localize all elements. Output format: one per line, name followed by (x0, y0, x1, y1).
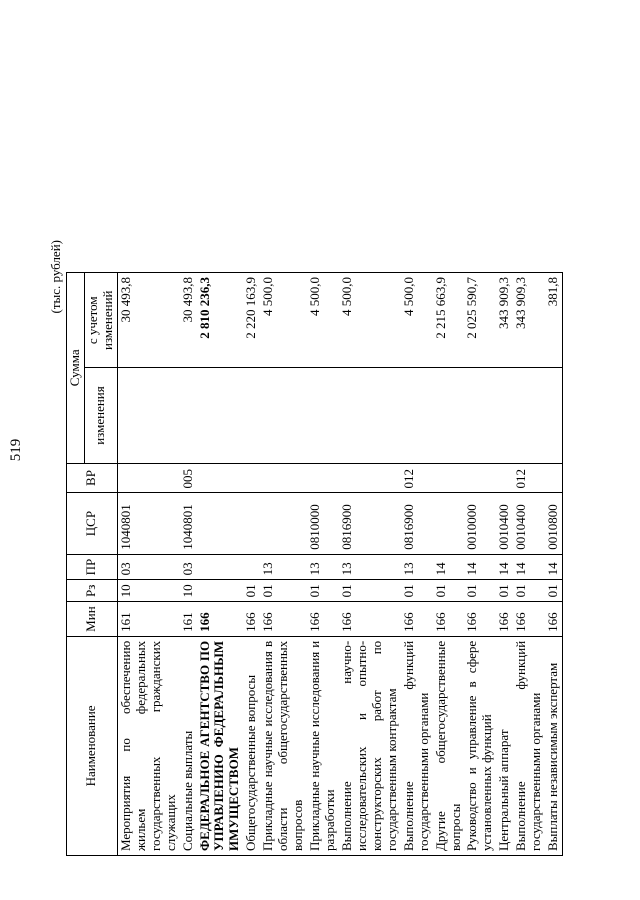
header-csr: ЦСР (67, 493, 118, 554)
row-changes (117, 368, 179, 463)
row-with-changes: 4 500,0 (339, 273, 401, 368)
budget-table (66, 272, 563, 856)
row-vr (339, 463, 401, 493)
table-row (339, 273, 401, 856)
row-vr (545, 463, 562, 493)
row-with-changes: 343 909,3 (513, 273, 545, 368)
row-min: 166 (464, 602, 496, 636)
row-changes (464, 368, 496, 463)
row-with-changes: 2 220 163,9 (243, 273, 260, 368)
row-min: 166 (339, 602, 401, 636)
row-pr: 13 (401, 554, 433, 580)
row-min: 166 (401, 602, 433, 636)
row-vr (197, 463, 244, 493)
table-row (433, 273, 465, 856)
row-changes (545, 368, 562, 463)
table-row (260, 273, 307, 856)
row-with-changes: 343 909,3 (496, 273, 513, 368)
row-name: Прикладные научные исследования и разработки (307, 636, 339, 855)
row-min: 166 (197, 602, 244, 636)
header-changes: изменения (84, 368, 117, 463)
row-csr: 0816900 (401, 493, 433, 554)
row-csr: 1040801 (180, 493, 197, 554)
header-pr: ПР (67, 554, 118, 580)
row-vr (243, 463, 260, 493)
table-header (67, 273, 118, 856)
row-csr: 1040801 (117, 493, 179, 554)
row-name: Другие общегосударственные вопросы (433, 636, 465, 855)
row-vr (260, 463, 307, 493)
row-min: 166 (433, 602, 465, 636)
row-with-changes: 4 500,0 (307, 273, 339, 368)
row-rz: 10 (180, 580, 197, 602)
row-rz: 01 (339, 580, 401, 602)
header-with-changes: с учетом изменений (84, 273, 117, 368)
row-min: 161 (117, 602, 179, 636)
header-rz: Рз (67, 580, 118, 602)
row-csr: 0816900 (339, 493, 401, 554)
row-changes (433, 368, 465, 463)
row-name: Выполнение функций государственными органами (401, 636, 433, 855)
row-pr: 14 (433, 554, 465, 580)
row-name: Мероприятия по обеспечению жильем федеральных государственных гражданских служащих (117, 636, 179, 855)
row-rz: 01 (433, 580, 465, 602)
row-pr: 03 (117, 554, 179, 580)
table-row (197, 273, 244, 856)
row-csr (197, 493, 244, 554)
row-name: Прикладные научные исследования в области общегосударственных вопросов (260, 636, 307, 855)
table-row (545, 273, 562, 856)
row-csr (243, 493, 260, 554)
row-vr: 005 (180, 463, 197, 493)
page-number: 519 (8, 438, 24, 462)
row-pr: 13 (307, 554, 339, 580)
row-with-changes: 2 025 590,7 (464, 273, 496, 368)
row-pr: 14 (464, 554, 496, 580)
table-row (401, 273, 433, 856)
row-changes (496, 368, 513, 463)
row-min: 166 (545, 602, 562, 636)
row-pr: 13 (339, 554, 401, 580)
header-sum: Сумма (67, 273, 85, 464)
row-vr (496, 463, 513, 493)
row-pr: 14 (496, 554, 513, 580)
row-with-changes: 4 500,0 (401, 273, 433, 368)
table-body (117, 273, 562, 856)
row-changes (260, 368, 307, 463)
table-row (513, 273, 545, 856)
header-vr: ВР (67, 463, 118, 493)
row-rz: 01 (545, 580, 562, 602)
row-pr: 14 (513, 554, 545, 580)
table-row (307, 273, 339, 856)
row-with-changes: 4 500,0 (260, 273, 307, 368)
row-pr (243, 554, 260, 580)
row-rz: 01 (496, 580, 513, 602)
row-csr: 0810000 (307, 493, 339, 554)
row-changes (401, 368, 433, 463)
row-name: Руководство и управление в сфере установленных функций (464, 636, 496, 855)
row-rz (197, 580, 244, 602)
row-min: 166 (513, 602, 545, 636)
row-rz: 01 (513, 580, 545, 602)
row-changes (197, 368, 244, 463)
row-rz: 01 (260, 580, 307, 602)
row-csr: 0010400 (513, 493, 545, 554)
row-with-changes: 381,8 (545, 273, 562, 368)
row-rz: 10 (117, 580, 179, 602)
row-csr: 0010400 (496, 493, 513, 554)
row-rz: 01 (401, 580, 433, 602)
header-min: Мин (67, 602, 118, 636)
table-row (496, 273, 513, 856)
row-pr: 14 (545, 554, 562, 580)
row-name: Общегосударственные вопросы (243, 636, 260, 855)
row-with-changes: 30 493,8 (117, 273, 179, 368)
row-min: 166 (307, 602, 339, 636)
row-with-changes: 2 810 236,3 (197, 273, 244, 368)
row-name: Социальные выплаты (180, 636, 197, 855)
row-min: 166 (243, 602, 260, 636)
row-min: 161 (180, 602, 197, 636)
row-min: 166 (496, 602, 513, 636)
row-csr: 0010800 (545, 493, 562, 554)
row-rz: 01 (464, 580, 496, 602)
row-changes (307, 368, 339, 463)
header-name: Наименование (67, 636, 118, 855)
row-name: Центральный аппарат (496, 636, 513, 855)
row-min: 166 (260, 602, 307, 636)
table-row (117, 273, 179, 856)
row-vr (433, 463, 465, 493)
row-csr (433, 493, 465, 554)
row-name: ФЕДЕРАЛЬНОЕ АГЕНТСТВО ПО УПРАВЛЕНИЮ ФЕДЕРАЛЬНЫМ ИМУЩЕСТВОМ (197, 636, 244, 855)
row-changes (243, 368, 260, 463)
row-changes (180, 368, 197, 463)
row-changes (339, 368, 401, 463)
row-with-changes: 2 215 663,9 (433, 273, 465, 368)
units-label: (тыс. рублей) (48, 240, 63, 314)
row-pr (197, 554, 244, 580)
row-vr (464, 463, 496, 493)
table-row (464, 273, 496, 856)
row-vr (117, 463, 179, 493)
row-name: Выплаты независимым экспертам (545, 636, 562, 855)
row-vr (307, 463, 339, 493)
row-name: Выполнение научно-исследовательских и опытно-конструкторских работ по государственным контрактам (339, 636, 401, 855)
row-csr: 0010000 (464, 493, 496, 554)
row-vr: 012 (401, 463, 433, 493)
row-pr: 13 (260, 554, 307, 580)
row-pr: 03 (180, 554, 197, 580)
row-rz: 01 (307, 580, 339, 602)
table-row (243, 273, 260, 856)
row-vr: 012 (513, 463, 545, 493)
row-with-changes: 30 493,8 (180, 273, 197, 368)
row-csr (260, 493, 307, 554)
row-name: Выполнение функций государственными органами (513, 636, 545, 855)
row-changes (513, 368, 545, 463)
row-rz: 01 (243, 580, 260, 602)
table-row (180, 273, 197, 856)
